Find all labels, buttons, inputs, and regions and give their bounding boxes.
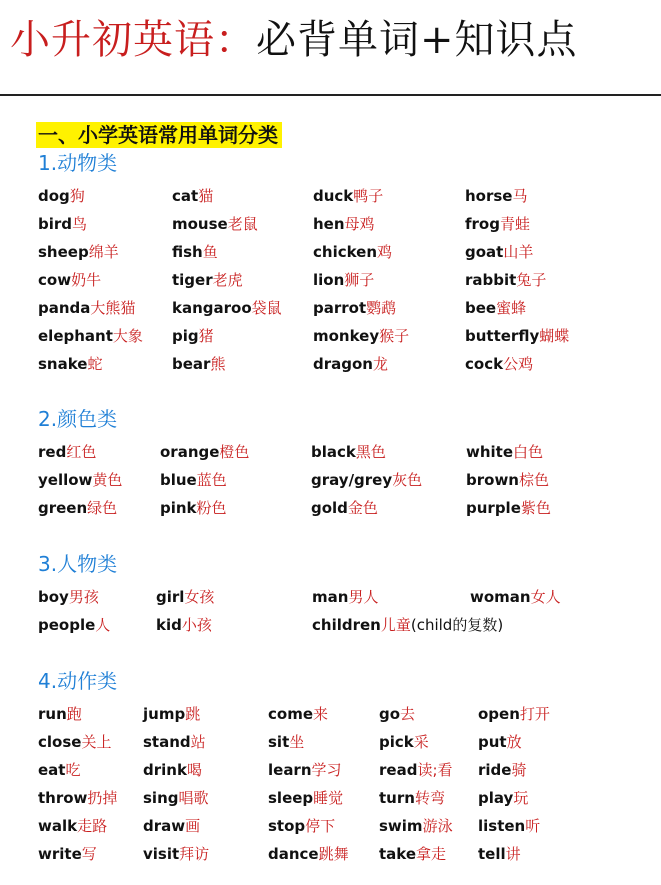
english-word: tell xyxy=(478,845,506,863)
vocab-item xyxy=(312,587,378,607)
english-word: stop xyxy=(268,817,306,835)
chinese-meaning: 睡觉 xyxy=(313,789,344,807)
chinese-meaning: 去 xyxy=(400,705,416,723)
vocab-item xyxy=(172,354,225,374)
english-word: go xyxy=(379,705,401,723)
vocab-item xyxy=(465,298,526,318)
english-word: dragon xyxy=(313,355,373,373)
english-word: kid xyxy=(156,616,182,634)
vocab-item xyxy=(465,214,530,234)
english-word: white xyxy=(466,443,514,461)
english-word: cat xyxy=(172,187,199,205)
english-word: jump xyxy=(143,705,186,723)
english-word: black xyxy=(311,443,356,461)
english-word: close xyxy=(38,733,82,751)
vocab-item xyxy=(38,354,103,374)
chinese-meaning: 奶牛 xyxy=(71,271,102,289)
english-word: pink xyxy=(160,499,197,517)
vocab-item xyxy=(160,442,249,462)
vocab-item xyxy=(143,704,200,724)
vocab-item xyxy=(38,615,110,635)
section-heading: 一、小学英语常用单词分类 xyxy=(36,122,282,148)
vocab-item xyxy=(172,298,282,318)
vocab-item xyxy=(478,704,550,724)
chinese-meaning: 跑 xyxy=(66,705,82,723)
english-word: children xyxy=(312,616,381,634)
chinese-meaning: 游泳 xyxy=(422,817,453,835)
vocab-item xyxy=(313,298,396,318)
chinese-meaning: 女人 xyxy=(530,588,561,606)
english-word: draw xyxy=(143,817,186,835)
vocab-item xyxy=(379,816,453,836)
chinese-meaning: 跳 xyxy=(185,705,201,723)
vocab-item xyxy=(38,498,117,518)
english-word: brown xyxy=(466,471,519,489)
vocab-item xyxy=(379,760,453,780)
vocab-item xyxy=(172,242,218,262)
english-word: blue xyxy=(160,471,197,489)
vocab-item xyxy=(38,587,99,607)
english-word: put xyxy=(478,733,507,751)
english-word: woman xyxy=(470,588,531,606)
vocab-item xyxy=(478,760,526,780)
english-word: hen xyxy=(313,215,345,233)
english-word: drink xyxy=(143,761,187,779)
english-word: cock xyxy=(465,355,504,373)
vocab-item xyxy=(38,214,87,234)
chinese-meaning: 男人 xyxy=(348,588,379,606)
vocab-item xyxy=(466,498,551,518)
vocab-item xyxy=(160,470,227,490)
chinese-meaning: 鱼 xyxy=(202,243,218,261)
chinese-meaning: 采 xyxy=(413,733,429,751)
vocab-item xyxy=(313,186,383,206)
vocab-item xyxy=(379,732,429,752)
vocab-item xyxy=(465,326,569,346)
category-title: 3.人物类 xyxy=(38,552,118,576)
chinese-meaning: 讲 xyxy=(505,845,521,863)
english-word: throw xyxy=(38,789,88,807)
english-word: mouse xyxy=(172,215,228,233)
vocab-item xyxy=(38,788,117,808)
chinese-meaning: 猫 xyxy=(198,187,214,205)
english-word: dog xyxy=(38,187,70,205)
vocab-item xyxy=(268,732,304,752)
chinese-meaning: 蝴蝶 xyxy=(539,327,570,345)
english-word: listen xyxy=(478,817,526,835)
english-word: purple xyxy=(466,499,521,517)
chinese-meaning: 人 xyxy=(95,616,111,634)
vocab-item xyxy=(172,214,258,234)
vocab-item xyxy=(478,732,522,752)
vocab-item xyxy=(313,326,409,346)
chinese-meaning: 红色 xyxy=(66,443,97,461)
vocab-item xyxy=(466,470,549,490)
english-word: ride xyxy=(478,761,512,779)
chinese-meaning: 学习 xyxy=(311,761,342,779)
english-word: stand xyxy=(143,733,191,751)
chinese-meaning: 橙色 xyxy=(219,443,250,461)
english-word: girl xyxy=(156,588,185,606)
chinese-meaning: 绿色 xyxy=(87,499,118,517)
chinese-meaning: 袋鼠 xyxy=(251,299,282,317)
chinese-meaning: 龙 xyxy=(372,355,388,373)
english-word: play xyxy=(478,789,514,807)
chinese-meaning: 喝 xyxy=(186,761,202,779)
vocab-item xyxy=(38,242,119,262)
chinese-meaning: 停下 xyxy=(305,817,336,835)
chinese-meaning: 黑色 xyxy=(355,443,386,461)
english-word: visit xyxy=(143,845,180,863)
chinese-meaning: 放 xyxy=(506,733,522,751)
chinese-meaning: 坐 xyxy=(289,733,305,751)
chinese-meaning: 画 xyxy=(185,817,201,835)
category-title: 1.动物类 xyxy=(38,151,118,175)
english-word: sleep xyxy=(268,789,314,807)
english-word: write xyxy=(38,845,82,863)
vocab-item xyxy=(268,704,328,724)
english-word: snake xyxy=(38,355,88,373)
word-note: (child的复数) xyxy=(410,616,504,634)
vocab-item xyxy=(311,470,422,490)
vocab-item xyxy=(143,760,202,780)
chinese-meaning: 大熊猫 xyxy=(90,299,136,317)
chinese-meaning: 吃 xyxy=(65,761,81,779)
chinese-meaning: 公鸡 xyxy=(503,355,534,373)
vocab-item xyxy=(268,760,342,780)
vocab-item xyxy=(465,186,528,206)
chinese-meaning: 男孩 xyxy=(68,588,99,606)
vocab-item xyxy=(311,442,386,462)
english-word: learn xyxy=(268,761,312,779)
english-word: eat xyxy=(38,761,66,779)
english-word: red xyxy=(38,443,67,461)
vocab-item xyxy=(38,442,96,462)
page-title xyxy=(10,14,578,66)
chinese-meaning: 读;看 xyxy=(417,761,453,779)
english-word: take xyxy=(379,845,417,863)
vocab-item xyxy=(143,732,206,752)
vocab-item xyxy=(313,242,392,262)
vocab-item xyxy=(313,354,388,374)
chinese-meaning: 关上 xyxy=(81,733,112,751)
chinese-meaning: 灰色 xyxy=(392,471,423,489)
chinese-meaning: 紫色 xyxy=(520,499,551,517)
chinese-meaning: 青蛙 xyxy=(499,215,530,233)
vocab-item xyxy=(478,816,540,836)
vocab-item xyxy=(38,298,135,318)
chinese-meaning: 猴子 xyxy=(379,327,410,345)
english-word: yellow xyxy=(38,471,93,489)
vocab-item xyxy=(38,270,101,290)
chinese-meaning: 扔掉 xyxy=(87,789,118,807)
vocab-item xyxy=(268,816,335,836)
vocab-item xyxy=(465,242,533,262)
vocab-item xyxy=(38,732,111,752)
english-word: monkey xyxy=(313,327,380,345)
english-word: sing xyxy=(143,789,179,807)
vocab-item xyxy=(478,844,521,864)
chinese-meaning: 黄色 xyxy=(92,471,123,489)
english-word: bee xyxy=(465,299,497,317)
english-word: goat xyxy=(465,243,504,261)
chinese-meaning: 唱歌 xyxy=(178,789,209,807)
english-word: pig xyxy=(172,327,199,345)
english-word: cow xyxy=(38,271,72,289)
chinese-meaning: 母鸡 xyxy=(344,215,375,233)
chinese-meaning: 转弯 xyxy=(414,789,445,807)
category-title: 4.动作类 xyxy=(38,669,118,693)
english-word: open xyxy=(478,705,520,723)
chinese-meaning: 大象 xyxy=(112,327,143,345)
category-title: 2.颜色类 xyxy=(38,407,118,431)
english-word: lion xyxy=(313,271,345,289)
english-word: boy xyxy=(38,588,69,606)
vocab-item xyxy=(379,788,445,808)
english-word: walk xyxy=(38,817,78,835)
vocab-item xyxy=(379,844,446,864)
english-word: duck xyxy=(313,187,354,205)
chinese-meaning: 狗 xyxy=(69,187,85,205)
english-word: horse xyxy=(465,187,513,205)
chinese-meaning: 猪 xyxy=(198,327,214,345)
vocab-item xyxy=(268,788,343,808)
chinese-meaning: 狮子 xyxy=(344,271,375,289)
chinese-meaning: 儿童 xyxy=(380,616,411,634)
vocab-item xyxy=(38,844,97,864)
vocab-item xyxy=(465,354,533,374)
vocab-item xyxy=(143,788,209,808)
english-word: bird xyxy=(38,215,73,233)
chinese-meaning: 拜访 xyxy=(179,845,210,863)
chinese-meaning: 来 xyxy=(313,705,329,723)
chinese-meaning: 蛇 xyxy=(87,355,103,373)
title-divider xyxy=(0,94,661,96)
english-word: man xyxy=(312,588,349,606)
english-word: chicken xyxy=(313,243,378,261)
chinese-meaning: 蜜蜂 xyxy=(496,299,527,317)
english-word: come xyxy=(268,705,313,723)
chinese-meaning: 拿走 xyxy=(416,845,447,863)
vocab-item xyxy=(470,587,561,607)
vocab-item xyxy=(312,615,503,635)
vocab-item xyxy=(465,270,546,290)
chinese-meaning: 鸟 xyxy=(72,215,88,233)
english-word: dance xyxy=(268,845,319,863)
vocab-item xyxy=(38,470,122,490)
chinese-meaning: 玩 xyxy=(513,789,529,807)
english-word: read xyxy=(379,761,418,779)
chinese-meaning: 走路 xyxy=(77,817,108,835)
english-word: elephant xyxy=(38,327,113,345)
vocab-item xyxy=(143,816,200,836)
vocab-item xyxy=(38,760,80,780)
english-word: run xyxy=(38,705,67,723)
vocab-item xyxy=(156,615,212,635)
english-word: rabbit xyxy=(465,271,517,289)
chinese-meaning: 白色 xyxy=(513,443,544,461)
page-title-dark: 必背单词+知识点 xyxy=(256,17,578,63)
english-word: pick xyxy=(379,733,414,751)
english-word: frog xyxy=(465,215,500,233)
page-title-red: 小升初英语： xyxy=(10,17,256,63)
vocab-item xyxy=(172,270,243,290)
english-word: green xyxy=(38,499,88,517)
english-word: kangaroo xyxy=(172,299,252,317)
vocab-item xyxy=(38,186,85,206)
chinese-meaning: 蓝色 xyxy=(196,471,227,489)
chinese-meaning: 骑 xyxy=(511,761,527,779)
vocab-item xyxy=(172,326,214,346)
english-word: parrot xyxy=(313,299,367,317)
english-word: sheep xyxy=(38,243,89,261)
chinese-meaning: 女孩 xyxy=(184,588,215,606)
vocab-item xyxy=(143,844,209,864)
english-word: sit xyxy=(268,733,290,751)
vocab-item xyxy=(172,186,213,206)
vocab-item xyxy=(466,442,543,462)
chinese-meaning: 跳舞 xyxy=(318,845,349,863)
chinese-meaning: 打开 xyxy=(519,705,550,723)
chinese-meaning: 老虎 xyxy=(212,271,243,289)
chinese-meaning: 听 xyxy=(525,817,541,835)
chinese-meaning: 兔子 xyxy=(516,271,547,289)
english-word: butterfly xyxy=(465,327,540,345)
vocab-item xyxy=(38,326,143,346)
vocab-item xyxy=(379,704,415,724)
chinese-meaning: 金色 xyxy=(347,499,378,517)
chinese-meaning: 棕色 xyxy=(518,471,549,489)
english-word: swim xyxy=(379,817,423,835)
english-word: panda xyxy=(38,299,91,317)
vocab-item xyxy=(156,587,214,607)
english-word: turn xyxy=(379,789,415,807)
english-word: bear xyxy=(172,355,211,373)
vocab-item xyxy=(478,788,528,808)
chinese-meaning: 鸭子 xyxy=(353,187,384,205)
chinese-meaning: 小孩 xyxy=(181,616,212,634)
chinese-meaning: 站 xyxy=(190,733,206,751)
chinese-meaning: 鸡 xyxy=(377,243,393,261)
vocab-item xyxy=(38,704,82,724)
vocab-item xyxy=(38,816,107,836)
chinese-meaning: 写 xyxy=(81,845,97,863)
english-word: gold xyxy=(311,499,348,517)
english-word: gray/grey xyxy=(311,471,393,489)
chinese-meaning: 马 xyxy=(512,187,528,205)
english-word: fish xyxy=(172,243,203,261)
vocab-item xyxy=(160,498,227,518)
chinese-meaning: 熊 xyxy=(210,355,226,373)
english-word: orange xyxy=(160,443,220,461)
chinese-meaning: 绵羊 xyxy=(88,243,119,261)
chinese-meaning: 鹦鹉 xyxy=(366,299,397,317)
chinese-meaning: 山羊 xyxy=(503,243,534,261)
chinese-meaning: 老鼠 xyxy=(227,215,258,233)
vocab-item xyxy=(311,498,378,518)
vocab-item xyxy=(268,844,349,864)
vocab-item xyxy=(313,270,374,290)
english-word: people xyxy=(38,616,96,634)
vocab-item xyxy=(313,214,375,234)
chinese-meaning: 粉色 xyxy=(196,499,227,517)
english-word: tiger xyxy=(172,271,213,289)
